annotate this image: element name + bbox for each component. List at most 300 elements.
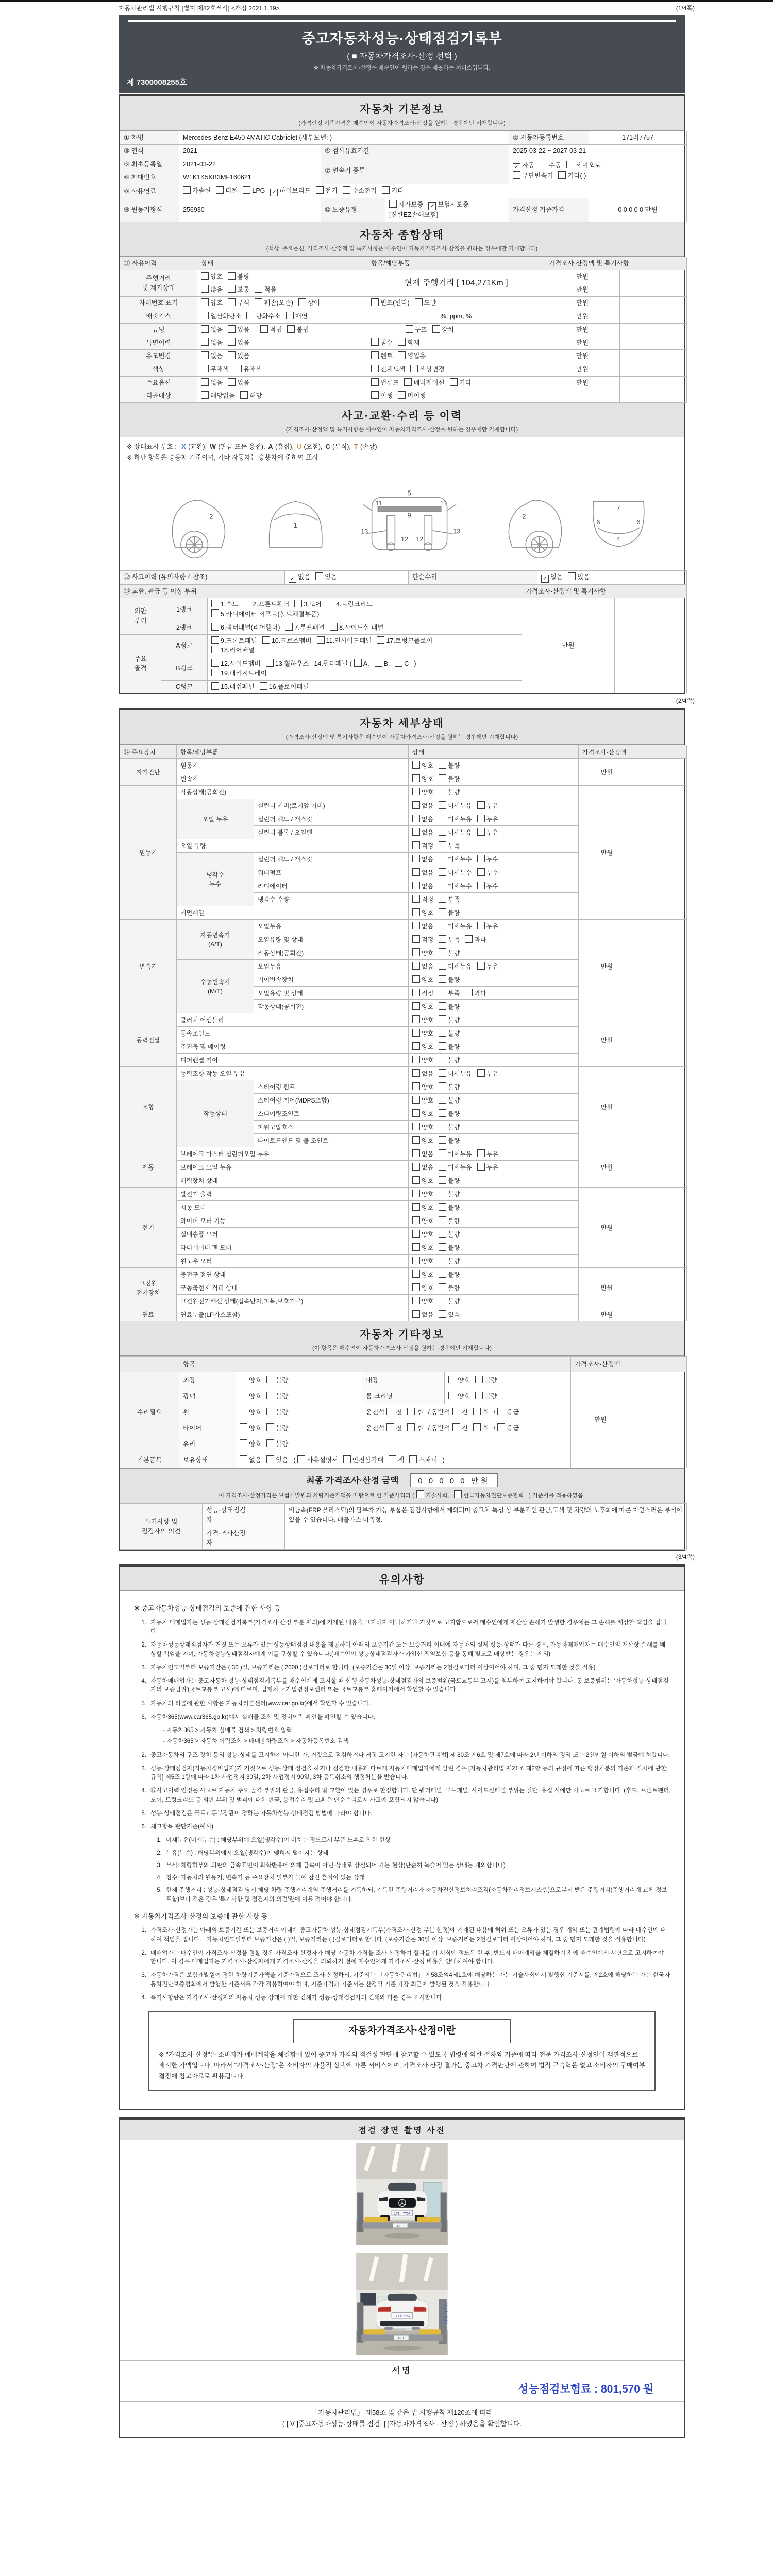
checkbox[interactable] xyxy=(371,365,379,372)
checkbox[interactable] xyxy=(439,788,446,795)
checkbox[interactable] xyxy=(412,962,420,970)
checkbox[interactable] xyxy=(540,161,547,168)
checkbox[interactable] xyxy=(412,948,420,956)
checkbox[interactable] xyxy=(448,1392,456,1399)
checkbox-label: 양호 xyxy=(249,1376,262,1384)
checkbox[interactable] xyxy=(412,1082,420,1090)
checkbox[interactable] xyxy=(412,774,420,782)
checkbox[interactable] xyxy=(439,841,446,849)
checkbox-option xyxy=(412,1163,433,1172)
checkbox[interactable] xyxy=(439,1310,446,1318)
checkbox[interactable] xyxy=(412,1002,420,1010)
options-cell xyxy=(367,389,545,403)
checkbox[interactable] xyxy=(439,1176,446,1184)
checkbox[interactable] xyxy=(439,1082,446,1090)
checkbox[interactable] xyxy=(201,351,209,359)
checkbox-option xyxy=(289,572,310,583)
checkbox[interactable] xyxy=(262,636,270,644)
checkbox[interactable] xyxy=(439,882,446,889)
checkbox[interactable] xyxy=(406,325,413,333)
detail-state-title: 자동차 세부상태 xyxy=(360,718,444,730)
checkbox[interactable] xyxy=(439,774,446,782)
checkbox[interactable] xyxy=(371,338,379,346)
checkbox[interactable] xyxy=(375,659,382,667)
pricing-definition-box xyxy=(148,2011,656,2091)
checkbox[interactable] xyxy=(240,391,248,399)
checkbox[interactable] xyxy=(211,636,219,644)
checkbox-label: 불량 xyxy=(448,1110,460,1117)
checkbox[interactable] xyxy=(407,1408,415,1415)
checkbox[interactable] xyxy=(260,682,267,690)
checkbox[interactable] xyxy=(412,1123,420,1130)
checkbox[interactable] xyxy=(286,312,294,319)
checkbox-group xyxy=(541,573,595,581)
svg-text:LIFT: LIFT xyxy=(397,2225,404,2228)
checkbox[interactable] xyxy=(477,1163,485,1171)
label-cell: 항목 xyxy=(179,1357,571,1372)
checkbox[interactable] xyxy=(298,298,306,306)
checkbox[interactable] xyxy=(452,1408,460,1415)
checkbox[interactable] xyxy=(266,1439,274,1447)
checkbox[interactable] xyxy=(412,1203,420,1211)
checkbox[interactable] xyxy=(228,338,236,346)
checkbox[interactable] xyxy=(240,1392,247,1399)
checkbox[interactable] xyxy=(477,868,485,876)
options-cell xyxy=(208,634,522,657)
checkbox[interactable] xyxy=(412,1042,420,1050)
checkbox-group xyxy=(412,1016,465,1024)
checkbox[interactable] xyxy=(439,922,446,929)
value-cell xyxy=(620,363,687,376)
checkbox[interactable] xyxy=(412,1270,420,1278)
notice-item-text: 자동차성능상태점검자가 거짓 또는 오류가 있는 성능상태점검 내용을 제공하여 아래의 보증기간 또는 보증거리 이내에 자동차의 실제 성능·상태가 다른 경우, 자동차매매업자는 매수인의 재산상 손해를 배상할 책임을 지며, 자동차성능상태점검자에게 이를 구상할 수 있습니다.(매수인이 성능상태점검자가 가입한 책임보험 등을 통해 별도로 배상받는 경우는 제외) xyxy=(150,1642,666,1657)
checkbox[interactable] xyxy=(316,186,324,194)
checkbox[interactable] xyxy=(439,1056,446,1063)
checkbox-label: 누수 xyxy=(486,882,498,890)
checkbox[interactable] xyxy=(412,801,420,809)
checkbox[interactable] xyxy=(412,855,420,862)
checkbox[interactable] xyxy=(371,351,379,359)
checkbox[interactable] xyxy=(412,882,420,889)
value-cell: 추진축 및 베어링 xyxy=(177,1040,409,1054)
checkbox[interactable] xyxy=(201,391,209,399)
checkbox[interactable] xyxy=(201,285,209,293)
checkbox[interactable] xyxy=(513,171,520,179)
checkbox[interactable]: ✓ xyxy=(428,202,436,210)
checkbox[interactable] xyxy=(211,623,219,631)
checkbox[interactable] xyxy=(407,1423,415,1431)
checkbox[interactable] xyxy=(211,682,219,690)
checkbox[interactable] xyxy=(477,882,485,889)
checkbox[interactable] xyxy=(404,378,412,386)
checkbox[interactable] xyxy=(243,186,250,194)
checkbox-label: B, xyxy=(383,660,390,667)
checkbox[interactable] xyxy=(439,962,446,970)
checkbox-option xyxy=(412,895,433,904)
checkbox[interactable] xyxy=(412,1257,420,1264)
checkbox[interactable] xyxy=(439,1297,446,1304)
checkbox[interactable] xyxy=(389,1455,396,1463)
checkbox[interactable] xyxy=(477,962,485,970)
notice-subitem-text: 현재 주행거리 : 성능·상태점검 당시 해당 차량 주행거리계의 주행거리를 기록하되, 기록한 주행거리가 자동차전산정보처리조직(자동차관리정보시스템)으로부터 받은 주행거리(주행거리계 교체 정보 포함)보다 적은 경우 '특기사항 및 점검자의 의견'란에 이를 적어야 합니다. xyxy=(166,1887,667,1903)
checkbox[interactable] xyxy=(412,841,420,849)
checkbox[interactable] xyxy=(439,828,446,836)
checkbox-label: 미세누유 xyxy=(448,1070,472,1077)
options-cell xyxy=(409,1295,579,1308)
checkbox[interactable] xyxy=(439,1243,446,1251)
checkbox-group xyxy=(201,326,314,333)
checkbox[interactable] xyxy=(412,828,420,836)
checkbox[interactable] xyxy=(412,908,420,916)
checkbox-group xyxy=(412,1003,465,1010)
checkbox[interactable] xyxy=(439,1109,446,1117)
checkbox[interactable] xyxy=(409,1455,417,1463)
checkbox[interactable] xyxy=(201,312,209,319)
checkbox-option xyxy=(240,1376,261,1385)
notice-item-text: 특기사항란은 가격조사·산정자의 자동차 성능·상태에 대한 견해가 성능·상태점검자의 견해와 다를 경우 표시합니다. xyxy=(150,1994,444,2001)
checkbox[interactable] xyxy=(477,922,485,929)
checkbox-label: 누유 xyxy=(486,962,498,970)
checkbox[interactable] xyxy=(497,1408,505,1415)
checkbox[interactable] xyxy=(412,895,420,903)
checkbox[interactable] xyxy=(439,1216,446,1224)
checkbox[interactable] xyxy=(315,572,323,580)
checkbox[interactable] xyxy=(439,1029,446,1037)
checkbox[interactable]: ✓ xyxy=(270,189,278,196)
checkbox[interactable] xyxy=(412,1190,420,1197)
checkbox[interactable] xyxy=(412,1136,420,1144)
checkbox[interactable] xyxy=(201,272,209,280)
checkbox[interactable] xyxy=(266,1455,274,1463)
checkbox[interactable] xyxy=(412,1297,420,1304)
checkbox-group xyxy=(371,392,431,399)
checkbox[interactable] xyxy=(439,1203,446,1211)
checkbox[interactable] xyxy=(439,1190,446,1197)
checkbox[interactable] xyxy=(477,855,485,862)
value-cell: 만원 xyxy=(545,376,620,389)
notice-item xyxy=(133,1765,671,1783)
checkbox[interactable] xyxy=(439,1257,446,1264)
checkbox[interactable] xyxy=(183,186,191,194)
checkbox[interactable] xyxy=(317,636,325,644)
checkbox[interactable] xyxy=(412,761,420,769)
checkbox[interactable] xyxy=(240,1423,247,1431)
checkbox-option xyxy=(371,365,405,375)
checkbox[interactable] xyxy=(201,325,209,333)
checkbox[interactable] xyxy=(371,391,379,399)
checkbox[interactable] xyxy=(386,1408,394,1415)
notice-item xyxy=(133,1994,671,2003)
checkbox[interactable] xyxy=(450,378,458,386)
checkbox[interactable] xyxy=(439,1069,446,1077)
checkbox[interactable] xyxy=(416,1490,424,1498)
label-cell: ② 자동차등록번호 xyxy=(509,131,589,145)
checkbox[interactable] xyxy=(439,935,446,943)
checkbox[interactable] xyxy=(439,1042,446,1050)
checkbox[interactable] xyxy=(412,1056,420,1063)
checkbox-option xyxy=(409,1455,437,1465)
checkbox[interactable] xyxy=(398,391,406,399)
checkbox[interactable] xyxy=(439,1096,446,1104)
checkbox-option xyxy=(211,669,267,679)
checkbox[interactable] xyxy=(266,1423,274,1431)
checkbox[interactable] xyxy=(439,855,446,862)
checkbox[interactable] xyxy=(287,325,295,333)
checkbox[interactable] xyxy=(558,171,566,179)
checkbox[interactable] xyxy=(244,600,251,607)
checkbox[interactable] xyxy=(228,351,236,359)
checkbox[interactable] xyxy=(477,828,485,836)
checkbox[interactable] xyxy=(439,948,446,956)
notice-subitem: - 자동차365 > 자동차 이력조회 > 매매용차량조회 > 자동차등록번호 검색 xyxy=(163,1738,349,1745)
checkbox[interactable] xyxy=(228,285,236,293)
label-cell: 제동 xyxy=(120,1147,177,1188)
basic-info-header xyxy=(120,96,684,131)
checkbox[interactable] xyxy=(343,186,350,194)
checkbox[interactable] xyxy=(439,1015,446,1023)
checkbox[interactable] xyxy=(452,1423,460,1431)
checkbox[interactable] xyxy=(439,1163,446,1171)
checkbox[interactable] xyxy=(389,200,397,208)
checkbox[interactable] xyxy=(398,338,406,346)
checkbox[interactable] xyxy=(412,922,420,929)
checkbox[interactable]: ✓ xyxy=(541,575,549,583)
checkbox[interactable] xyxy=(477,1149,485,1157)
options-cell xyxy=(362,1420,571,1436)
checkbox[interactable] xyxy=(211,659,219,667)
value-cell xyxy=(615,598,687,693)
notice-item-text: 자동차인도일부터 보증기간은 ( 30 )일, 보증거리는 ( 2000 )킬로미터로 합니다. (보증기간은 30일 이상, 보증거리는 2천킬로미터 이상이어야 하며, 그 중 먼저 도래한 것을 적용) xyxy=(150,1664,596,1671)
checkbox[interactable] xyxy=(330,623,338,631)
checkbox[interactable] xyxy=(285,623,293,631)
checkbox[interactable] xyxy=(294,600,302,607)
checkbox[interactable] xyxy=(439,1136,446,1144)
checkbox-option xyxy=(343,1455,383,1465)
options-cell xyxy=(197,297,367,310)
checkbox-option xyxy=(454,1490,524,1499)
checkbox[interactable] xyxy=(439,975,446,983)
checkbox-group xyxy=(211,647,260,654)
checkbox[interactable] xyxy=(412,1096,420,1104)
checkbox-option xyxy=(477,828,498,837)
checkbox[interactable] xyxy=(246,312,254,319)
checkbox[interactable] xyxy=(439,1123,446,1130)
checkbox[interactable] xyxy=(398,351,406,359)
checkbox[interactable] xyxy=(354,659,362,667)
checkbox[interactable] xyxy=(439,989,446,996)
checkbox[interactable] xyxy=(228,325,236,333)
checkbox[interactable] xyxy=(211,646,219,653)
value-cell: 스티어링 기어(MDPS포함) xyxy=(254,1094,409,1107)
checkbox-label: 양호 xyxy=(249,1424,262,1432)
checkbox[interactable] xyxy=(228,272,236,280)
checkbox-label: 6.쿼터패널(리어휀더) xyxy=(221,623,280,631)
checkbox[interactable] xyxy=(211,669,219,676)
checkbox-label: 장치 xyxy=(441,326,454,333)
checkbox-label: 양호 xyxy=(422,949,434,957)
checkbox-option xyxy=(477,1163,498,1172)
checkbox-label: 양호 xyxy=(422,976,434,984)
checkbox-option xyxy=(285,623,325,633)
checkbox[interactable] xyxy=(412,975,420,983)
checkbox[interactable] xyxy=(439,1002,446,1010)
basic-info-table xyxy=(120,131,684,222)
checkbox[interactable] xyxy=(454,1490,462,1498)
checkbox[interactable] xyxy=(412,1216,420,1224)
checkbox[interactable] xyxy=(439,761,446,769)
checkbox[interactable] xyxy=(412,868,420,876)
checkbox[interactable] xyxy=(201,365,209,372)
label-cell: 항목/해당부품 xyxy=(177,745,409,759)
checkbox-label: 매연 xyxy=(295,312,308,320)
checkbox[interactable] xyxy=(386,1423,394,1431)
checkbox[interactable] xyxy=(439,1149,446,1157)
checkbox[interactable] xyxy=(473,1408,481,1415)
checkbox-group xyxy=(412,1271,465,1278)
options-cell xyxy=(362,1404,571,1420)
value-cell xyxy=(635,1268,687,1308)
checkbox-option xyxy=(412,1297,433,1306)
checkbox[interactable] xyxy=(371,298,379,306)
checkbox[interactable] xyxy=(465,989,473,996)
notice-subitem xyxy=(150,1849,671,1858)
checkbox[interactable] xyxy=(255,298,262,306)
checkbox[interactable] xyxy=(395,659,402,667)
checkbox[interactable] xyxy=(439,908,446,916)
checkbox-option xyxy=(216,186,238,196)
checkbox[interactable] xyxy=(439,1283,446,1291)
label-cell: 가격·조사산정 자 xyxy=(203,1527,285,1550)
checkbox-option xyxy=(234,365,262,375)
checkbox[interactable] xyxy=(410,365,418,372)
checkbox-label: 누유 xyxy=(486,802,498,809)
checkbox[interactable] xyxy=(415,298,423,306)
checkbox[interactable] xyxy=(266,659,274,667)
checkbox[interactable] xyxy=(216,186,224,194)
checkbox[interactable] xyxy=(412,1230,420,1238)
checkbox[interactable] xyxy=(412,1029,420,1037)
label-cell: ⑬ 교환, 판금 등 이상 부위 xyxy=(120,585,522,598)
checkbox[interactable] xyxy=(439,1230,446,1238)
checkbox[interactable] xyxy=(412,989,420,996)
checkbox[interactable]: ✓ xyxy=(289,575,296,583)
checkbox-label: 양호 xyxy=(422,1244,434,1251)
checkbox[interactable] xyxy=(266,1392,274,1399)
checkbox-option xyxy=(228,298,249,308)
checkbox[interactable] xyxy=(448,1376,456,1383)
checkbox[interactable] xyxy=(477,801,485,809)
checkbox-option xyxy=(477,882,498,891)
checkbox[interactable] xyxy=(412,1283,420,1291)
accident-history-table xyxy=(120,570,684,585)
checkbox[interactable] xyxy=(201,298,209,306)
checkbox[interactable] xyxy=(475,1392,483,1399)
checkbox-label: 전 xyxy=(461,1408,468,1416)
checkbox-option xyxy=(240,1455,261,1465)
checkbox[interactable] xyxy=(228,378,236,386)
checkbox[interactable] xyxy=(439,868,446,876)
checkbox[interactable] xyxy=(412,1163,420,1171)
checkbox[interactable] xyxy=(473,1423,481,1431)
checkbox[interactable] xyxy=(412,1109,420,1117)
checkbox-label: 양호 xyxy=(422,1123,434,1131)
checkbox[interactable] xyxy=(240,1408,247,1415)
options-cell xyxy=(409,1121,579,1134)
checkbox-label: 8.사이드실 패널 xyxy=(339,623,384,631)
checkbox[interactable] xyxy=(201,378,209,386)
checkbox[interactable] xyxy=(260,325,268,333)
checkbox[interactable] xyxy=(475,1376,483,1383)
value-cell: 클러치 어셈블리 xyxy=(177,1013,409,1027)
checkbox[interactable] xyxy=(234,365,242,372)
checkbox-option xyxy=(439,761,460,770)
form-table xyxy=(120,131,687,222)
checkbox[interactable] xyxy=(377,636,384,644)
checkbox[interactable] xyxy=(432,325,440,333)
value-cell: 만원 xyxy=(545,323,620,336)
checkbox[interactable] xyxy=(439,801,446,809)
checkbox[interactable] xyxy=(240,1376,247,1383)
checkbox[interactable] xyxy=(240,1455,247,1463)
checkbox[interactable] xyxy=(439,895,446,903)
checkbox[interactable] xyxy=(412,1069,420,1077)
state-symbol-desc: (손상) xyxy=(358,443,377,450)
checkbox[interactable] xyxy=(566,161,574,168)
checkbox[interactable] xyxy=(568,572,576,580)
checkbox[interactable] xyxy=(371,378,379,386)
checkbox[interactable] xyxy=(412,1015,420,1023)
table-row xyxy=(120,1504,687,1527)
checkbox[interactable] xyxy=(297,1455,305,1463)
value-cell: 만원 xyxy=(579,1188,635,1268)
checkbox[interactable] xyxy=(477,815,485,822)
checkbox[interactable] xyxy=(412,1243,420,1251)
checkbox[interactable] xyxy=(211,609,219,617)
checkbox[interactable] xyxy=(412,935,420,943)
checkbox[interactable] xyxy=(412,1310,420,1318)
value-cell: 만원 xyxy=(579,1308,635,1321)
checkbox[interactable] xyxy=(266,1376,274,1383)
checkbox[interactable] xyxy=(412,815,420,822)
checkbox[interactable] xyxy=(327,600,334,607)
checkbox[interactable] xyxy=(382,186,390,194)
label-cell: ④ 검사유효기간 xyxy=(321,144,509,158)
checkbox[interactable] xyxy=(266,1408,274,1415)
checkbox[interactable]: ✓ xyxy=(513,163,520,171)
value-cell: 파워고압호스 xyxy=(254,1121,409,1134)
checkbox[interactable] xyxy=(228,298,236,306)
checkbox[interactable] xyxy=(240,1439,247,1447)
table-row xyxy=(120,1147,687,1161)
checkbox[interactable] xyxy=(439,815,446,822)
checkbox[interactable] xyxy=(497,1423,505,1431)
checkbox[interactable] xyxy=(201,338,209,346)
checkbox[interactable] xyxy=(343,1455,351,1463)
option-text: / 동반석 xyxy=(428,1424,450,1432)
checkbox-option xyxy=(439,948,460,958)
value-cell: 현재 주행거리 [ 104,271Km ] xyxy=(367,270,545,297)
label-cell: ⑭ 주요장치 xyxy=(120,745,177,759)
checkbox[interactable] xyxy=(439,1270,446,1278)
checkbox[interactable] xyxy=(412,1149,420,1157)
checkbox-label: 양호 xyxy=(422,1110,434,1117)
checkbox[interactable] xyxy=(255,285,262,293)
checkbox[interactable] xyxy=(465,935,473,943)
checkbox[interactable] xyxy=(412,788,420,795)
checkbox[interactable] xyxy=(412,1176,420,1184)
checkbox[interactable] xyxy=(211,600,219,607)
checkbox[interactable] xyxy=(477,1069,485,1077)
